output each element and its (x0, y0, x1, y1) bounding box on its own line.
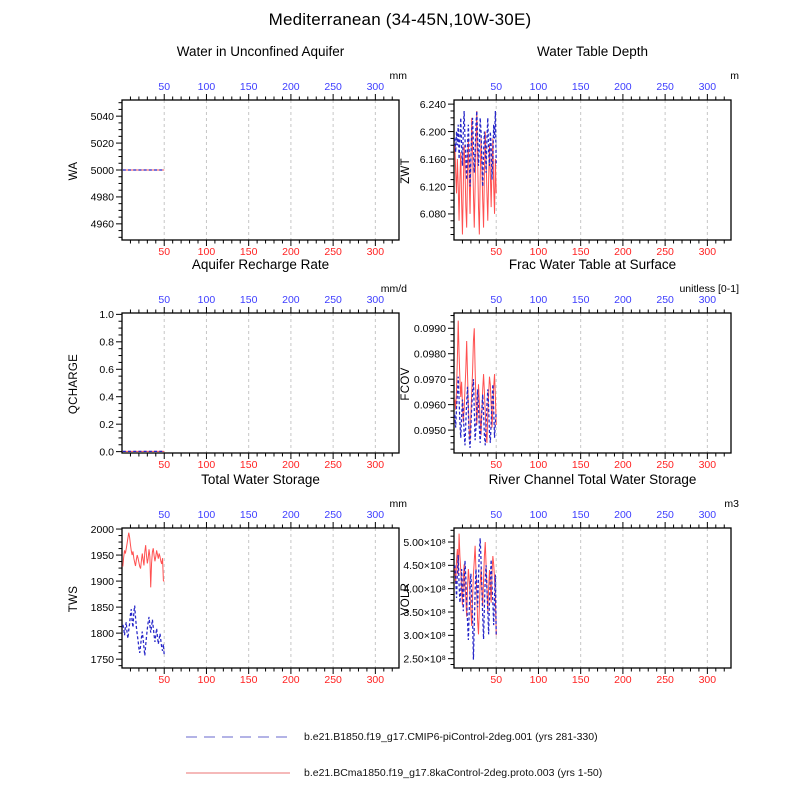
svg-text:0.0960: 0.0960 (413, 399, 446, 412)
axis-unit-label: m3 (724, 498, 739, 510)
svg-text:250: 250 (656, 246, 674, 258)
svg-text:6.080: 6.080 (419, 208, 446, 221)
svg-text:0.4: 0.4 (99, 391, 114, 404)
panel-title: Total Water Storage (201, 472, 320, 487)
legend-line-solid-icon (185, 768, 291, 778)
svg-text:0.0950: 0.0950 (413, 424, 446, 437)
svg-text:6.160: 6.160 (419, 153, 446, 166)
y-axis-label: QCHARGE (68, 353, 80, 415)
legend-entry-8kacontrol (185, 767, 602, 779)
svg-text:50: 50 (490, 246, 503, 258)
svg-text:200: 200 (282, 459, 300, 471)
svg-text:150: 150 (239, 246, 258, 258)
svg-text:5.00×10⁸: 5.00×10⁸ (403, 536, 446, 549)
svg-text:100: 100 (529, 294, 548, 306)
svg-text:0.0990: 0.0990 (413, 323, 446, 336)
svg-text:0.0980: 0.0980 (413, 348, 446, 361)
svg-text:5040: 5040 (90, 110, 114, 123)
svg-text:200: 200 (614, 509, 632, 521)
svg-text:100: 100 (197, 294, 216, 306)
svg-text:4.50×10⁸: 4.50×10⁸ (403, 560, 446, 573)
svg-text:5020: 5020 (90, 137, 114, 150)
panel-title: River Channel Total Water Storage (488, 472, 697, 487)
panel-title: Water Table Depth (536, 44, 649, 59)
svg-text:300: 300 (698, 509, 717, 521)
panel-river-channel-total-water-storage (354, 466, 744, 706)
svg-text:300: 300 (366, 674, 385, 686)
panel-water-table-depth (354, 38, 744, 278)
svg-text:150: 150 (239, 459, 258, 471)
svg-text:150: 150 (239, 674, 258, 686)
svg-text:150: 150 (571, 81, 590, 93)
svg-text:150: 150 (239, 294, 258, 306)
axis-unit-label: mm/d (380, 283, 407, 295)
svg-text:200: 200 (614, 246, 632, 258)
legend-label: b.e21.B1850.f19_g17.CMIP6-piControl-2deg.001 (yrs 281-330) (304, 731, 598, 743)
svg-text:150: 150 (571, 459, 590, 471)
y-axis-label: WA (68, 161, 80, 181)
svg-text:1.0: 1.0 (99, 309, 114, 322)
svg-text:200: 200 (614, 674, 632, 686)
y-axis-label: TWS (68, 585, 80, 613)
svg-text:100: 100 (529, 674, 548, 686)
svg-text:3.50×10⁸: 3.50×10⁸ (403, 606, 446, 619)
svg-text:250: 250 (324, 81, 342, 93)
svg-text:300: 300 (366, 246, 385, 258)
svg-text:100: 100 (529, 81, 548, 93)
svg-text:50: 50 (158, 81, 171, 93)
svg-text:250: 250 (324, 246, 342, 258)
svg-text:200: 200 (282, 294, 300, 306)
svg-text:100: 100 (197, 459, 216, 471)
legend-entry-picontrol (185, 731, 602, 743)
panel-title: Water in Unconfined Aquifer (176, 44, 345, 59)
svg-text:300: 300 (698, 294, 717, 306)
svg-text:200: 200 (614, 81, 632, 93)
svg-text:1900: 1900 (90, 575, 114, 588)
y-axis-label: ZWT (400, 158, 412, 184)
svg-text:4.00×10⁸: 4.00×10⁸ (403, 583, 446, 596)
svg-text:50: 50 (490, 294, 503, 306)
legend-label: b.e21.BCma1850.f19_g17.8kaControl-2deg.proto.003 (yrs 1-50) (304, 767, 603, 779)
svg-text:250: 250 (324, 674, 342, 686)
svg-text:1800: 1800 (90, 627, 114, 640)
svg-text:6.200: 6.200 (419, 126, 446, 139)
svg-text:200: 200 (282, 674, 300, 686)
svg-text:50: 50 (490, 459, 503, 471)
svg-text:300: 300 (698, 459, 717, 471)
svg-text:0.6: 0.6 (99, 364, 114, 377)
axis-unit-label: m (730, 70, 739, 82)
svg-text:300: 300 (698, 674, 717, 686)
svg-text:250: 250 (656, 509, 674, 521)
svg-text:50: 50 (158, 509, 171, 521)
svg-text:50: 50 (158, 246, 171, 258)
panel-frac-water-table-at-surface (354, 251, 744, 491)
svg-text:2000: 2000 (90, 523, 114, 536)
svg-text:50: 50 (490, 509, 503, 521)
svg-text:6.120: 6.120 (419, 181, 446, 194)
svg-text:200: 200 (282, 246, 300, 258)
svg-text:150: 150 (239, 81, 258, 93)
svg-text:0.0970: 0.0970 (413, 373, 446, 386)
svg-text:5000: 5000 (90, 164, 114, 177)
panel-title: Frac Water Table at Surface (508, 257, 677, 272)
svg-text:300: 300 (366, 509, 385, 521)
svg-text:200: 200 (282, 81, 300, 93)
svg-text:0.2: 0.2 (99, 418, 114, 431)
svg-text:300: 300 (366, 294, 385, 306)
svg-text:100: 100 (197, 509, 216, 521)
svg-text:100: 100 (197, 246, 216, 258)
svg-text:150: 150 (571, 294, 590, 306)
axis-unit-label: unitless [0-1] (679, 283, 739, 295)
svg-text:1750: 1750 (90, 653, 114, 666)
axis-unit-label: mm (389, 498, 407, 510)
svg-text:150: 150 (239, 509, 258, 521)
svg-text:50: 50 (158, 294, 171, 306)
main-title: Mediterranean (34-45N,10W-30E) (268, 10, 532, 29)
svg-text:150: 150 (571, 509, 590, 521)
svg-text:1950: 1950 (90, 549, 114, 562)
svg-text:1850: 1850 (90, 601, 114, 614)
svg-text:200: 200 (614, 294, 632, 306)
svg-text:100: 100 (197, 81, 216, 93)
svg-text:50: 50 (490, 81, 503, 93)
svg-text:100: 100 (197, 674, 216, 686)
svg-text:150: 150 (571, 246, 590, 258)
legend (185, 731, 602, 800)
svg-text:0.8: 0.8 (99, 336, 114, 349)
svg-text:0.0: 0.0 (99, 446, 114, 459)
svg-text:200: 200 (614, 459, 632, 471)
svg-text:4960: 4960 (90, 218, 114, 231)
svg-text:4980: 4980 (90, 191, 114, 204)
svg-text:2.50×10⁸: 2.50×10⁸ (403, 653, 446, 666)
svg-text:200: 200 (282, 509, 300, 521)
axis-unit-label: mm (389, 70, 407, 82)
svg-text:250: 250 (656, 81, 674, 93)
svg-text:300: 300 (366, 459, 385, 471)
svg-text:100: 100 (529, 509, 548, 521)
svg-text:50: 50 (158, 459, 171, 471)
svg-text:300: 300 (366, 81, 385, 93)
svg-text:250: 250 (656, 294, 674, 306)
svg-text:3.00×10⁸: 3.00×10⁸ (403, 630, 446, 643)
svg-text:250: 250 (324, 509, 342, 521)
svg-text:100: 100 (529, 246, 548, 258)
y-axis-label: VOLR (400, 582, 412, 616)
svg-text:250: 250 (324, 294, 342, 306)
svg-text:50: 50 (490, 674, 503, 686)
svg-text:300: 300 (698, 246, 717, 258)
svg-text:150: 150 (571, 674, 590, 686)
svg-text:50: 50 (158, 674, 171, 686)
panel-title: Aquifer Recharge Rate (191, 257, 330, 272)
svg-text:100: 100 (529, 459, 548, 471)
legend-line-dashed-icon (185, 732, 291, 742)
svg-text:250: 250 (656, 459, 674, 471)
svg-text:250: 250 (324, 459, 342, 471)
svg-text:300: 300 (698, 81, 717, 93)
svg-text:250: 250 (656, 674, 674, 686)
svg-text:6.240: 6.240 (419, 98, 446, 111)
y-axis-label: FCOV (400, 367, 412, 401)
